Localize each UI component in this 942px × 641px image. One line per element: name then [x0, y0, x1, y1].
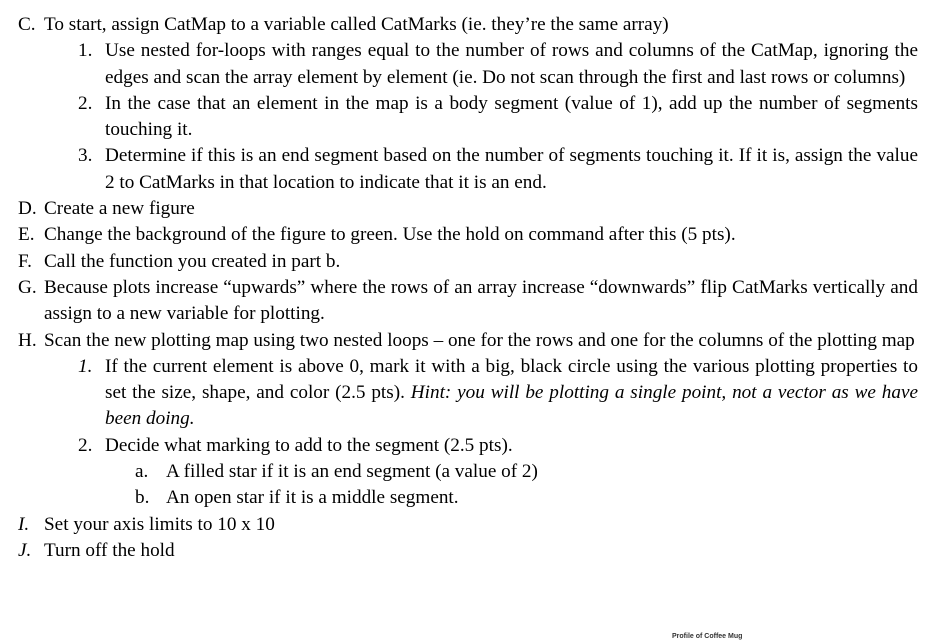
list-item-text: In the case that an element in the map is a body segment (value of 1), add up the number of segments touching it. [105, 92, 918, 141]
list-marker: E. [18, 224, 35, 246]
list-item-f [0, 249, 942, 275]
list-item-c [0, 12, 942, 38]
list-marker: C. [18, 14, 36, 35]
list-marker: 2. [78, 434, 93, 456]
list-item-h [0, 328, 942, 354]
list-item-text: Decide what marking to add to the segment (2.5 pts). [105, 434, 513, 456]
list-item-text: Because plots increase “upwards” where the rows of an array increase “downwards” flip CatMarks vertically and assign to a new variable for plotting. [44, 276, 918, 325]
list-marker: 3. [78, 145, 93, 167]
sub-item-h2 [0, 433, 942, 459]
sub-item-c2 [0, 91, 942, 144]
sub-sub-item-h2a [0, 459, 942, 485]
list-marker: 1. [78, 355, 93, 377]
list-item-g [0, 275, 942, 328]
list-item-text: To start, assign CatMap to a variable called CatMarks (ie. they’re the same array) [44, 14, 669, 35]
list-marker: b. [135, 487, 150, 509]
cut-off-figure-title: Profile of Coffee Mug [672, 633, 743, 640]
list-item-d [0, 196, 942, 222]
sub-item-c3 [0, 143, 942, 196]
list-marker: I. [18, 513, 30, 535]
list-item-text: A filled star if it is an end segment (a value of 2) [166, 461, 538, 483]
list-item-text: An open star if it is a middle segment. [166, 487, 459, 509]
list-item-body: If the current element is above 0, mark it with a big, black circle using the various plotting properties to set the size, shape, and color (2.5 pts). [105, 355, 918, 404]
list-marker: J. [18, 539, 32, 561]
list-item-text: Use nested for-loops with ranges equal to the number of rows and columns of the CatMap, ignoring the edges and scan the array element by element (ie. Do not scan through the first and last rows or columns) [105, 40, 918, 88]
instruction-list [0, 12, 942, 564]
list-marker: 2. [78, 92, 93, 114]
list-item-text: Change the background of the figure to green. Use the hold on command after this (5 pts). [44, 224, 736, 246]
hint-text: Hint: you will be plotting a single point, not a vector as we have been doing. [105, 382, 918, 430]
sub-item-c1 [0, 38, 942, 91]
list-marker: G. [18, 276, 37, 298]
list-marker: a. [135, 461, 149, 483]
list-item-text: Scan the new plotting map using two nested loops – one for the rows and one for the columns of the plotting map [44, 329, 915, 351]
list-item-e [0, 222, 942, 248]
list-marker: D. [18, 198, 37, 220]
list-item-text: Determine if this is an end segment based on the number of segments touching it. If it is, assign the value 2 to CatMarks in that location to indicate that it is an end. [105, 145, 918, 193]
list-item-text: Turn off the hold [44, 539, 175, 561]
list-item-text: Create a new figure [44, 198, 195, 220]
list-item-j [0, 538, 942, 564]
sub-sub-item-h2b [0, 485, 942, 511]
list-marker: H. [18, 329, 37, 351]
list-marker: F. [18, 250, 32, 272]
list-item-text: Set your axis limits to 10 x 10 [44, 513, 275, 535]
list-item-text [105, 354, 918, 433]
list-item-text: Call the function you created in part b. [44, 250, 341, 272]
sub-item-h1 [0, 354, 942, 433]
list-item-i [0, 512, 942, 538]
list-marker: 1. [78, 40, 93, 62]
